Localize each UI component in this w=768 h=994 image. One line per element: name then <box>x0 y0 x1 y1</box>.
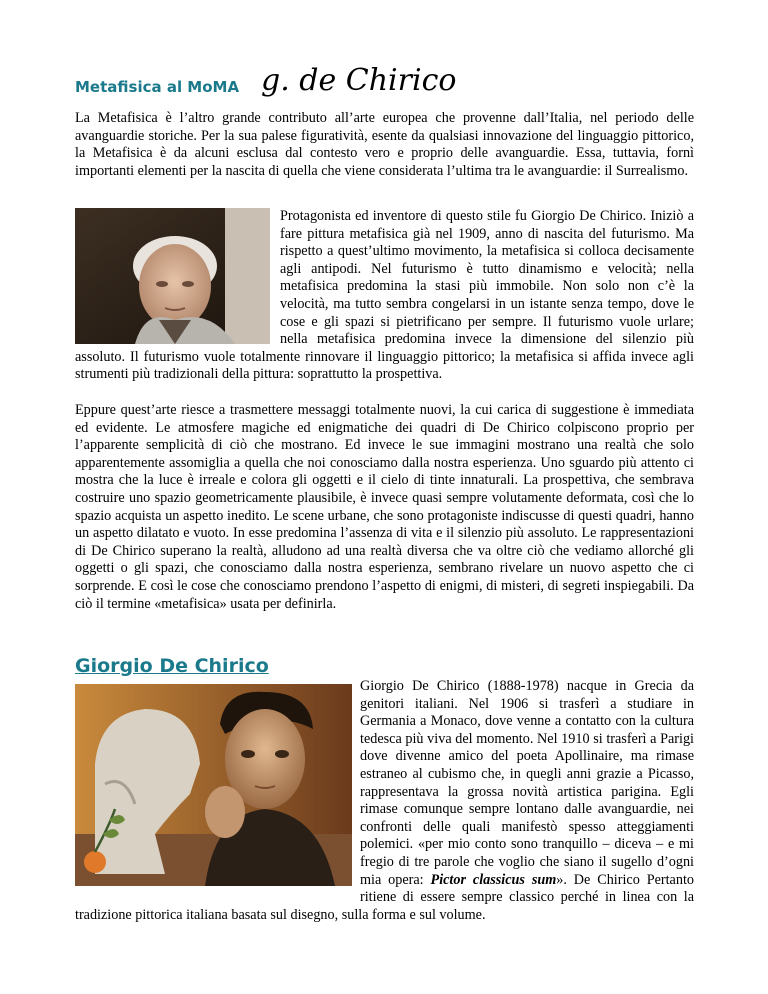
intro-paragraph: La Metafisica è l’altro grande contributo all’arte europea che provenne dall’Italia, nel periodo delle avanguardie storiche. Per la sua palese figuratività, esente da qualsiasi innovazione del linguaggio pittorico, la Metafisica è da alcuni esclusa dal contesto vero e proprio delle avanguardie. Essa, tuttavia, fornì importanti elementi per la nascita di quella che viene considerata l’ultima tra le avanguardie: il Surrealismo. <box>75 110 694 179</box>
portrait-photo <box>75 208 270 344</box>
section-title-metafisica: Metafisica al MoMA <box>75 78 240 96</box>
signature-image <box>255 48 457 106</box>
metafisica-paragraph: Eppure quest’arte riesce a trasmettere messaggi totalmente nuovi, la cui carica di suggestione è immediata ed evidente. Le atmosfere magiche ed enigmatiche dei quadri di De Chirico colpiscono proprio per l’apparente semplicità di ciò che mostrano. Ed invece le sue immagini mostrano una realtà che solo apparentemente assomiglia a quella che noi conosciamo dalla nostra esperienza. Uno sguardo più attento ci mostra che la luce è irreale e colora gli oggetti e il cielo di tinte innaturali. La prospettiva, che sembrava costruire uno spazio geometricamente plausibile, è invece quasi sempre volutamente deformata, così che lo spazio acquista un aspetto inedito. Le scene urbane, che sono protagoniste indiscusse di questi quadri, hanno un aspetto dilatato e vuoto. In esse predomina l’assenza di vita e il silenzio più assoluto. Le rappresentazioni di De Chirico superano la realtà, alludono ad una realtà diversa che va oltre ciò che vediamo allorché gli oggetti o gli spazi, che conosciamo dalla nostra esperienza, sembrano rivelare un nuovo aspetto che ci sorprende. E così le cose che conosciamo prendono l’aspetto di enigmi, di misteri, di segreti inspiegabili. Da ciò il termine «metafisica» usata per definirla. <box>75 402 694 612</box>
signature-text: g. de Chirico <box>261 63 457 98</box>
motto-emphasis: Pictor classicus sum <box>430 871 557 888</box>
painting-image <box>75 684 352 886</box>
biography-block <box>75 678 694 924</box>
protagonist-paragraph: Protagonista ed inventore di questo stile fu Giorgio De Chirico. Iniziò a fare pittura metafisica già nel 1909, anno di nascita del futurismo. Ma rispetto a quest’ultimo movimento, la metafisica si colloca decisamente agli antipodi. Nel futurismo è tutto dinamismo e velocità; nella metafisica predomina la stasi più immobile. Non solo non c’è la velocità, ma tutto sembra congelarsi in un istante senza tempo, dove le cose e gli spazi si pietrificano per sempre. Il futurismo vuole urlare; nella metafisica predomina invece la dimensione del silenzio più assoluto. Il futurismo vuole totalmente rinnovare il linguaggio pittorico; la metafisica si affida invece agli strumenti più tradizionali della pittura: soprattutto la prospettiva. <box>75 208 694 383</box>
protagonist-block <box>75 208 694 384</box>
biography-text-after: ». De Chirico Pertanto ritiene di essere sempre classico perché in linea con la tradizione pittorica italiana basata sul disegno, sulla forma e sul volume. <box>75 871 694 923</box>
biography-text-before: Giorgio De Chirico (1888-1978) nacque in Grecia da genitori italiani. Nel 1906 si trasferì a studiare in Germania a Monaco, dove venne a contatto con la cultura tedesca più viva del momento. Nel 1910 si trasferì a Parigi dove divenne amico del poeta Apollinaire, ma rimase estraneo al cubismo che, in quegli anni grazie a Picasso, rappresentava la grossa novità artistica parigina. Egli rimase comunque sempre lontano dalle avanguardie, nei confronti delle quali manifestò spesso atteggiamenti polemici. «per mio conto sono tranquillo – diceva – e mi fregio di tre parole che voglio che siano il sugello d’ogni mia opera: <box>360 678 694 888</box>
section-title-de-chirico: Giorgio De Chirico <box>75 655 269 677</box>
